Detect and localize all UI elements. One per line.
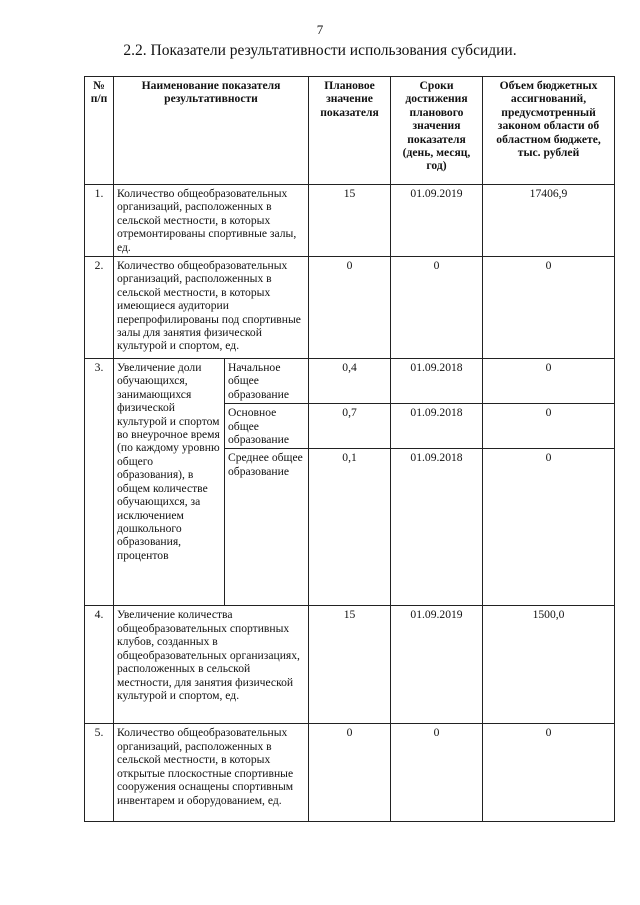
- row-plan: 0,4: [309, 359, 391, 404]
- row-budget: 0: [483, 257, 615, 359]
- row-name: Увеличение доли обучающихся, занимающихся физической культурой и спортом во внеурочное время (по каждому уровню общего образования), в общем количестве обучающихся, за исключением дошкольного образования, процентов: [114, 359, 225, 606]
- table-row: [85, 185, 615, 257]
- row-name: Количество общеобразовательных организаций, расположенных в сельской местности, в которых отремонтированы спортивные залы, ед.: [114, 185, 309, 257]
- row-name: Количество общеобразовательных организаций, расположенных в сельской местности, в которых имеющиеся аудитории перепрофилированы под спортивные залы для занятия физической культурой и спортом, ед.: [114, 257, 309, 359]
- section-title: 2.2. Показатели результативности использования субсидии.: [123, 42, 517, 59]
- row-num: 5.: [85, 724, 114, 822]
- page-number: 7: [316, 22, 324, 37]
- row-deadline: 0: [391, 257, 483, 359]
- row-plan: 0,1: [309, 449, 391, 606]
- education-level: Основное общее образование: [225, 404, 309, 449]
- row-deadline: 01.09.2018: [391, 449, 483, 606]
- row-budget: 0: [483, 724, 615, 822]
- row-budget: 0: [483, 449, 615, 606]
- table-row: [85, 606, 615, 724]
- education-level: Среднее общее образование: [225, 449, 309, 606]
- header-num: № п/п: [85, 77, 114, 185]
- row-num: 3.: [85, 359, 114, 606]
- header-name: Наименование показателя результативности: [114, 77, 309, 185]
- indicators-table: [84, 76, 615, 822]
- row-num: 2.: [85, 257, 114, 359]
- table-row: [85, 724, 615, 822]
- table-row: [85, 257, 615, 359]
- row-budget: 0: [483, 404, 615, 449]
- row-plan: 0: [309, 724, 391, 822]
- row-budget: 1500,0: [483, 606, 615, 724]
- row-plan: 0: [309, 257, 391, 359]
- education-level: Начальное общее образование: [225, 359, 309, 404]
- row-plan: 15: [309, 185, 391, 257]
- row-deadline: 0: [391, 724, 483, 822]
- row-plan: 15: [309, 606, 391, 724]
- row-name: Количество общеобразовательных организаций, расположенных в сельской местности, в которых открытые плоскостные спортивные сооружения оснащены спортивным инвентарем и оборудованием, ед.: [114, 724, 309, 822]
- header-deadline: Сроки достижения планового значения показателя (день, месяц, год): [391, 77, 483, 185]
- header-plan: Плановое значение показателя: [309, 77, 391, 185]
- row-num: 1.: [85, 185, 114, 257]
- row-deadline: 01.09.2019: [391, 606, 483, 724]
- header-budget: Объем бюджетных ассигнований, предусмотренный законом области об областном бюджете, тыс. рублей: [483, 77, 615, 185]
- table-row: [85, 359, 615, 404]
- header-row: [85, 77, 615, 185]
- row-name: Увеличение количества общеобразовательных спортивных клубов, созданных в общеобразовательных организациях, расположенных в сельской местности, для занятия физической культурой и спортом, ед.: [114, 606, 309, 724]
- row-deadline: 01.09.2018: [391, 404, 483, 449]
- row-budget: 0: [483, 359, 615, 404]
- row-budget: 17406,9: [483, 185, 615, 257]
- row-plan: 0,7: [309, 404, 391, 449]
- row-deadline: 01.09.2018: [391, 359, 483, 404]
- row-deadline: 01.09.2019: [391, 185, 483, 257]
- row-num: 4.: [85, 606, 114, 724]
